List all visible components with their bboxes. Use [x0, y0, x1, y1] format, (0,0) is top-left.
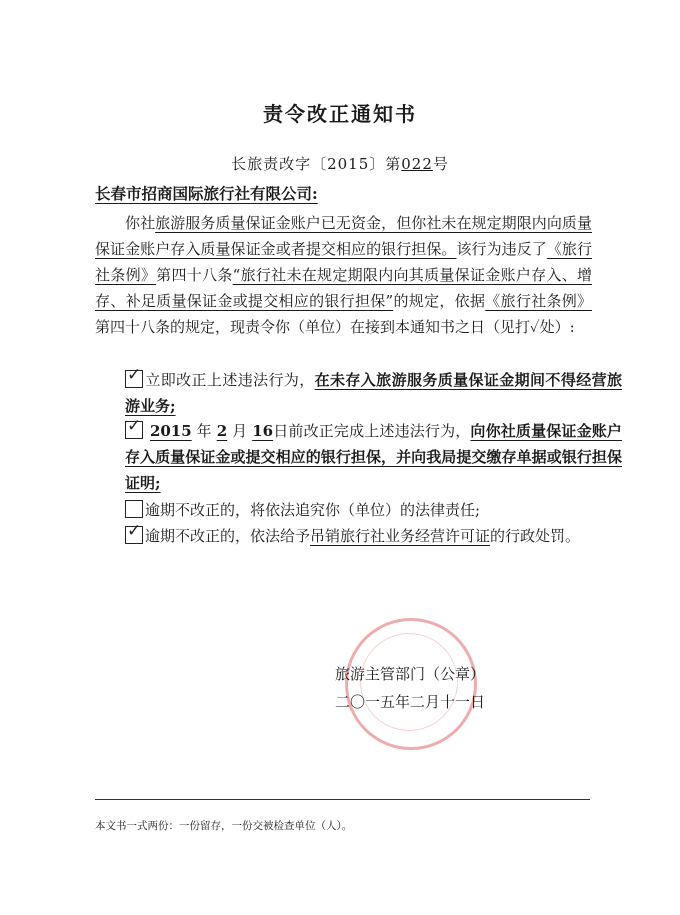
para-s7: 的规定，依据: [393, 292, 486, 310]
issuing-department: 旅游主管部门（公章）: [334, 665, 485, 683]
deadline-month-unit: 月: [232, 422, 248, 440]
para-s5: 第四十八条: [156, 266, 233, 284]
para-s1: 你社: [125, 214, 156, 232]
deadline-month: 2: [216, 422, 228, 440]
main-paragraph: [95, 210, 592, 340]
option-item-3: [95, 497, 622, 523]
deadline-day: 16: [252, 422, 274, 440]
document-number-value: 022: [401, 155, 433, 173]
deadline-year: 2015: [149, 422, 192, 440]
document-number: [0, 153, 680, 174]
deadline-year-unit: 年: [196, 422, 212, 440]
checkbox-3: [125, 500, 143, 518]
para-s8: 《旅行社条例》: [485, 292, 592, 310]
checkbox-1: [125, 370, 143, 388]
option-3-text: 逾期不改正的，将依法追究你（单位）的法律责任;: [145, 501, 481, 519]
document-number-prefix: 长旅责改字〔2015〕第: [231, 155, 402, 173]
issue-date: 二〇一五年二月十一日: [334, 693, 485, 711]
option-1-text-a: 立即改正上述违法行为，: [145, 371, 315, 389]
option-2-text-b: 向你社质量保证金账户存入质量保证金或提交相应的银行担保，并向我局提交缴存单据或银行担保证明;: [125, 422, 622, 492]
option-1-text-b: 在未存入旅游服务质量保证金期间不得经营旅游业务;: [125, 371, 622, 415]
addressee: 长春市招商国际旅行社有限公司:: [95, 184, 318, 203]
para-s6: “旅行社未在规定期限内向其质量保证金账户存入、增存、补足质量保证金或提交相应的银行担保”: [95, 266, 592, 310]
para-s4: 《旅行社条例》: [95, 240, 592, 284]
document-title: 责令改正通知书: [263, 102, 417, 126]
option-4-text-a: 逾期不改正的，依法给予: [145, 527, 311, 545]
checkbox-4: [125, 526, 143, 544]
para-s2: 旅游服务质量保证金账户已无资金，但你社未在规定期限内向质量保证金账户存入质量保证金或者提交相应的银行担保。: [95, 214, 592, 258]
footer-divider: [95, 799, 590, 800]
option-4-text-c: 的行政处罚。: [490, 527, 581, 545]
option-4-text-b: 吊销旅行社业务经营许可证: [310, 527, 491, 545]
footer-note: 本文书一式两份：一份留存，一份交被检查单位（人）。: [95, 820, 353, 832]
option-2-text-a: 日前改正完成上述违法行为，: [273, 422, 471, 440]
signature-block: [310, 660, 510, 716]
option-item-2: [95, 418, 622, 496]
para-s3: 该行为违反了: [456, 240, 547, 258]
option-item-1: [95, 367, 622, 419]
document-number-suffix: 号: [432, 155, 449, 173]
checkbox-2: [125, 421, 143, 439]
para-s9: 第四十八条的规定，现责令你（单位）在接到本通知书之日（见打✓处）:: [95, 318, 575, 336]
option-item-4: [95, 523, 622, 549]
